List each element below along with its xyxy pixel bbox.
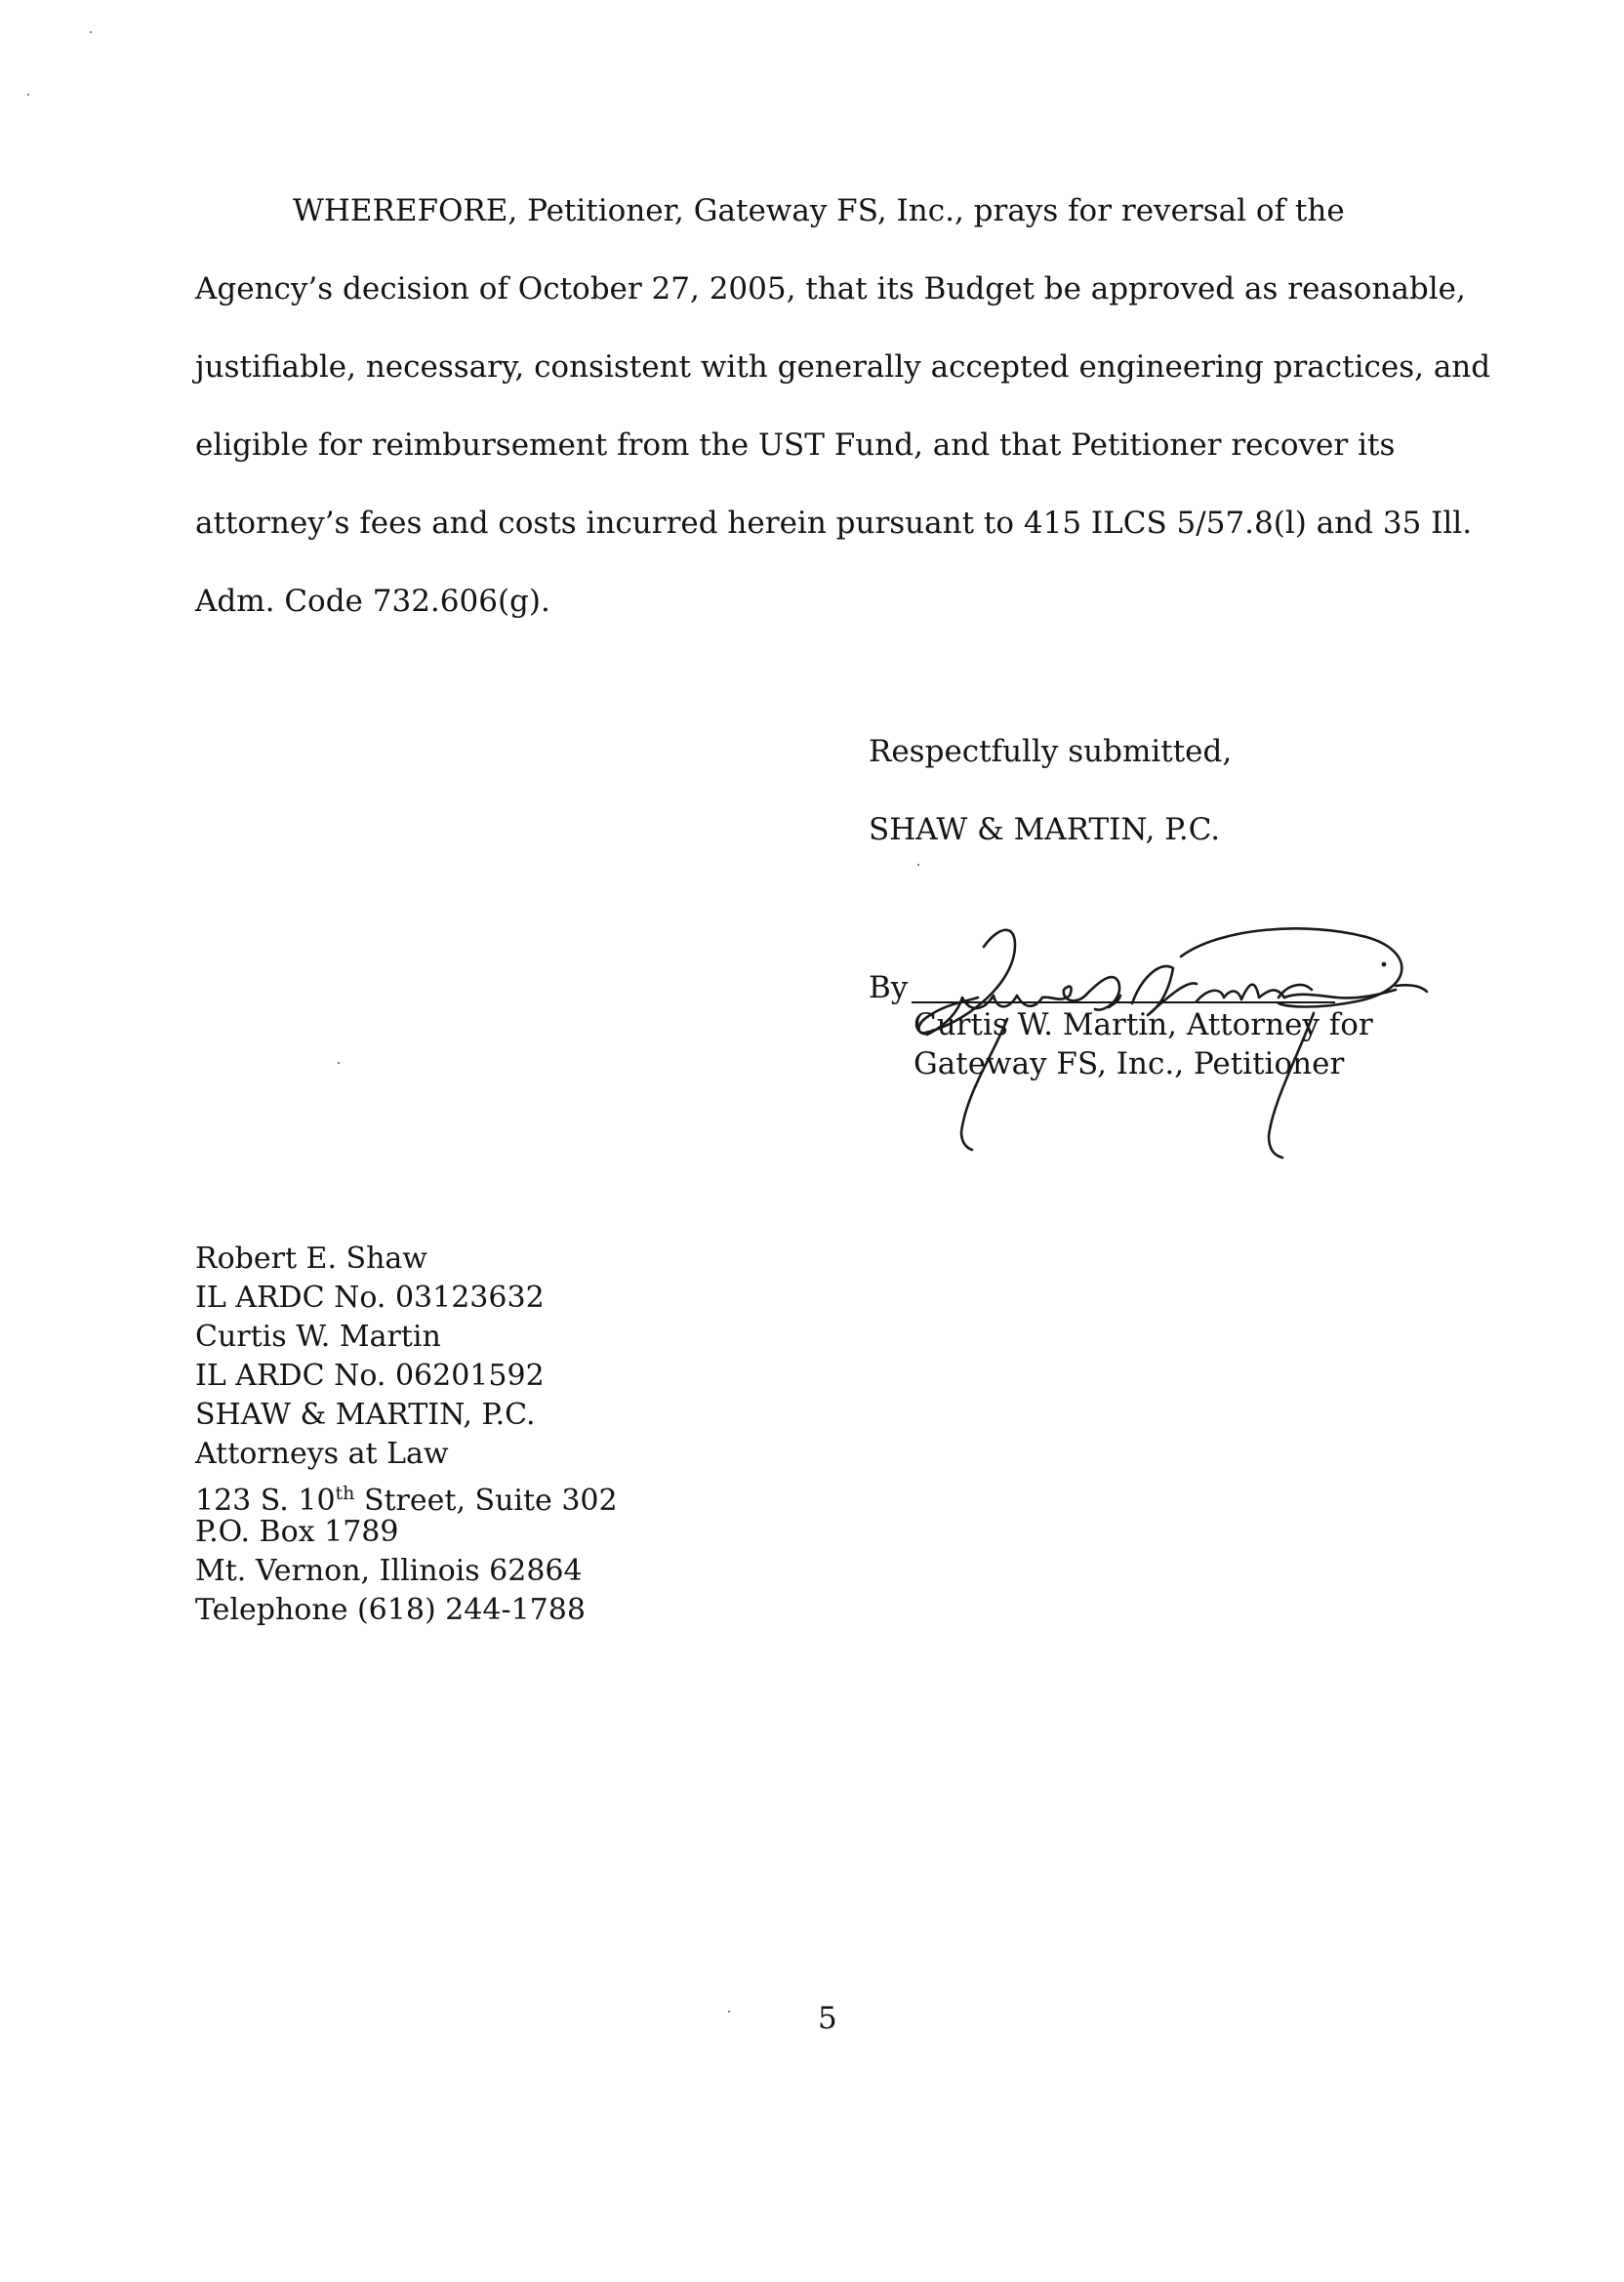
salutation: Respectfully submitted,	[869, 734, 1233, 769]
address-line: Attorneys at Law	[195, 1437, 449, 1471]
signature-block	[869, 937, 1474, 1210]
closing-block	[869, 730, 1232, 886]
signature-dot	[1382, 962, 1387, 967]
paragraph-line: WHEREFORE, Petitioner, Gateway FS, Inc., prays for reversal of the	[293, 193, 1345, 228]
scan-speck	[338, 1062, 340, 1064]
address-line: Robert E. Shaw	[195, 1242, 427, 1276]
ordinal-suffix: th	[335, 1483, 355, 1504]
signature-stroke	[1132, 966, 1197, 1015]
counsel-address-block	[195, 1240, 618, 1630]
address-line: P.O. Box 1789	[195, 1515, 399, 1549]
signatory-role-line: Gateway FS, Inc., Petitioner	[914, 1046, 1345, 1081]
scan-speck	[728, 2011, 730, 2013]
signature-stroke	[1396, 985, 1427, 992]
firm-name: SHAW & MARTIN, P.C.	[869, 812, 1221, 847]
signature-stroke	[1269, 1013, 1314, 1158]
signature-stroke	[1284, 990, 1396, 998]
signature-stroke	[961, 1019, 1007, 1150]
scan-speck	[917, 864, 919, 866]
paragraph-line: justifiable, necessary, consistent with generally accepted engineering practices, and	[195, 349, 1491, 385]
signature-stroke	[1087, 977, 1119, 1010]
address-line: IL ARDC No. 06201592	[195, 1359, 545, 1393]
paragraph-line: Agency’s decision of October 27, 2005, that its Budget be approved as reasonable,	[195, 271, 1466, 306]
address-line: Curtis W. Martin	[195, 1320, 441, 1354]
signature-stroke	[1042, 987, 1087, 1001]
handwritten-signature	[869, 888, 1474, 1181]
signature-stroke	[1197, 985, 1284, 1001]
signature-stroke	[919, 930, 1016, 1033]
by-label: By	[869, 970, 909, 1005]
address-line: SHAW & MARTIN, P.C.	[195, 1398, 536, 1432]
street-number: 123 S. 10	[195, 1484, 336, 1518]
paragraph-line: Adm. Code 732.606(g).	[195, 584, 550, 619]
paragraph-line: eligible for reimbursement from the UST Fund, and that Petitioner recover its	[195, 428, 1396, 463]
scan-speck	[90, 31, 92, 33]
scan-speck	[27, 94, 29, 96]
street-name: Street, Suite 302	[354, 1484, 618, 1518]
street-address	[195, 1474, 618, 1518]
signatory-name-line: Curtis W. Martin, Attorney for	[914, 1007, 1373, 1042]
prayer-paragraph	[195, 183, 1491, 652]
page-number: 5	[818, 2001, 837, 2036]
address-line: Telephone (618) 244-1788	[195, 1593, 586, 1627]
paragraph-line: attorney’s fees and costs incurred herein pursuant to 415 ILCS 5/57.8(l) and 35 Ill.	[195, 506, 1473, 541]
address-line: IL ARDC No. 03123632	[195, 1281, 545, 1315]
address-line: Mt. Vernon, Illinois 62864	[195, 1554, 583, 1588]
